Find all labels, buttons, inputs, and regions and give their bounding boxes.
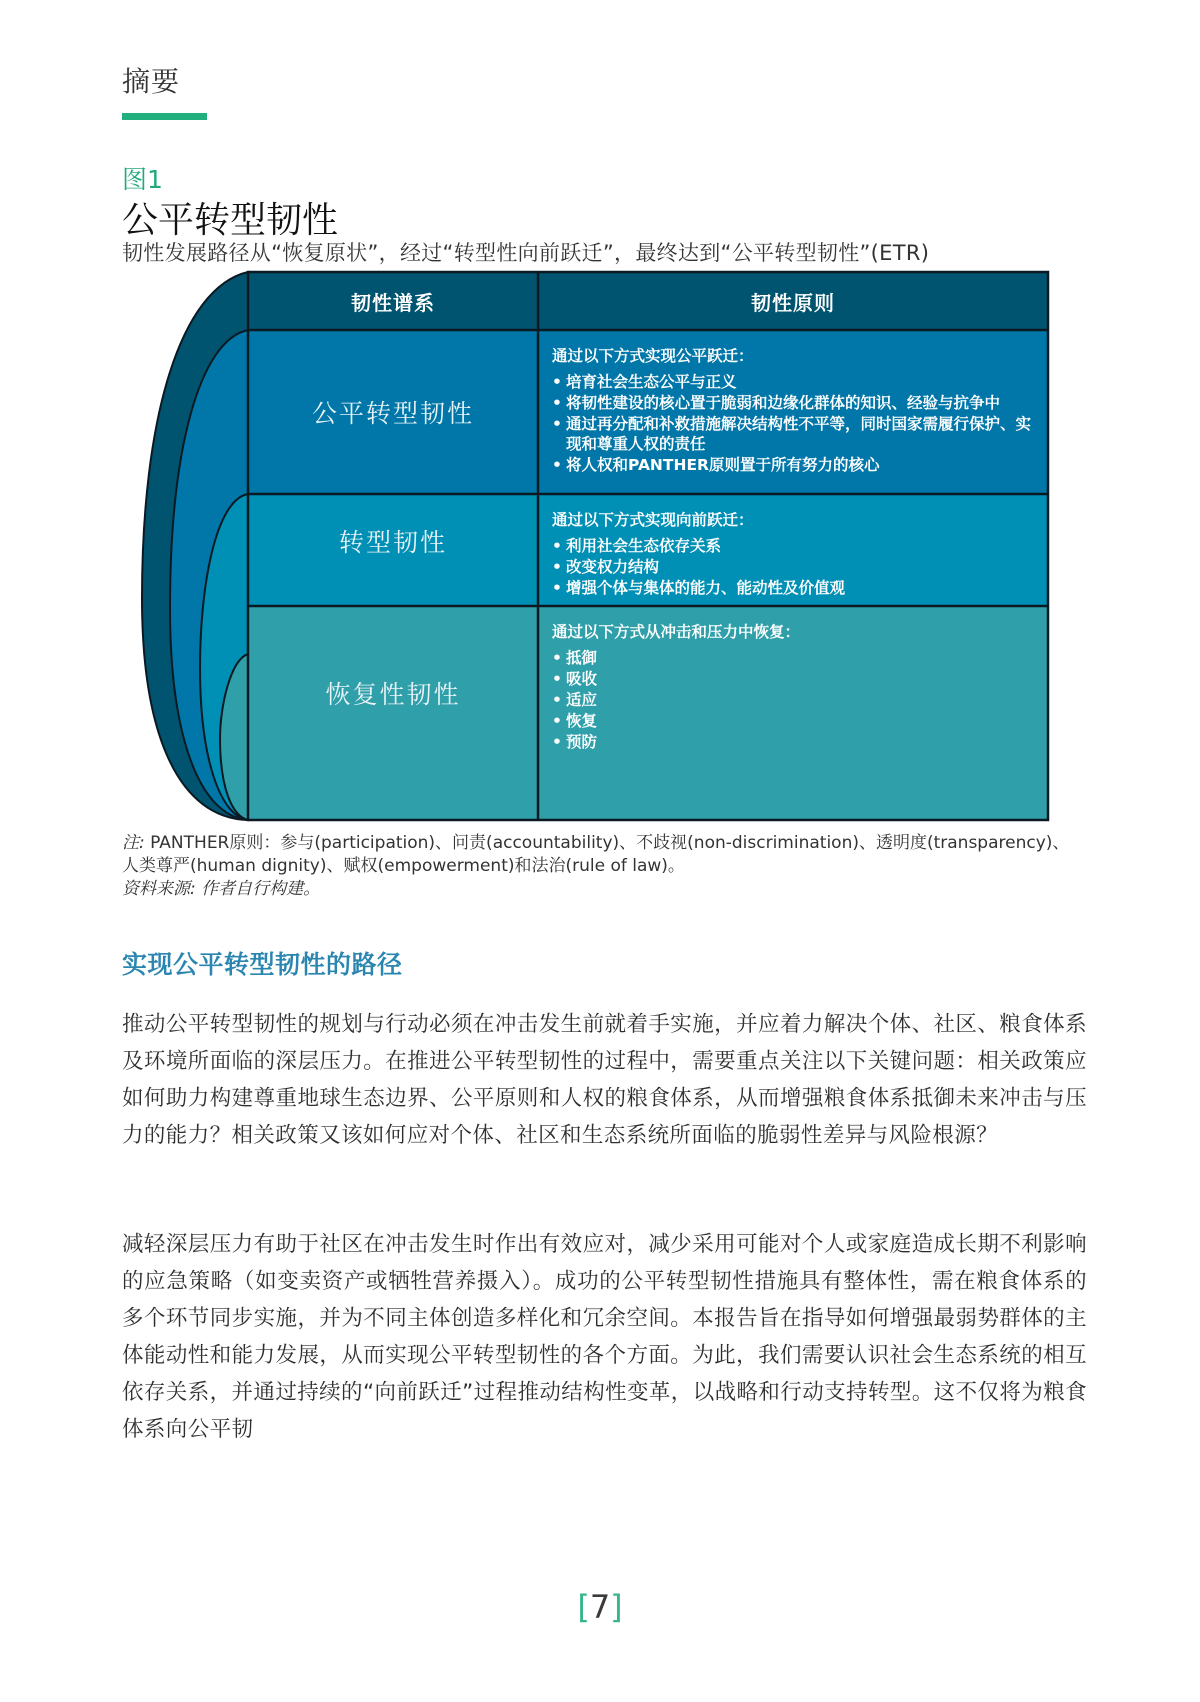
principles-cell-restorative: [538, 606, 1048, 820]
page-number-value: 7: [589, 1588, 611, 1626]
list-item: • 培育社会生态公平与正义: [552, 372, 1034, 392]
principles-cell-equitable-transformative: [538, 330, 1048, 494]
tier-label-transformative: 转型韧性: [338, 528, 447, 557]
section-heading: 实现公平转型韧性的路径: [122, 950, 403, 979]
source-text: 作者自行构建。: [195, 879, 321, 899]
figure-notes: [122, 832, 1082, 901]
list-item: • 适应: [552, 690, 1034, 710]
principles-list: [552, 648, 1034, 752]
list-item: • 预防: [552, 732, 1034, 752]
principles-lead: 通过以下方式实现向前跃迁：: [552, 511, 754, 529]
body-paragraph: 减轻深层压力有助于社区在冲击发生时作出有效应对，减少采用可能对个人或家庭造成长期不利影响的应急策略（如变卖资产或牺牲营养摄入）。成功的公平转型韧性措施具有整体性，需在粮食体系的多个环节同步实施，并为不同主体创造多样化和冗余空间。本报告旨在指导如何增强最弱势群体的主体能动性和能力发展，从而实现公平转型韧性的各个方面。为此，我们需要认识社会生态系统的相互依存关系，并通过持续的“向前跃迁”过程推动结构性变革，以战略和行动支持转型。这不仅将为粮食体系向公平韧: [122, 1232, 1087, 1442]
list-item: • 抵御: [552, 648, 1034, 668]
list-item: • 恢复: [552, 711, 1034, 731]
principles-list: [552, 372, 1034, 475]
list-item: • 吸收: [552, 669, 1034, 689]
section-label: 摘要: [122, 65, 181, 98]
section-accent-bar: [122, 113, 207, 120]
principles-lead: 通过以下方式从冲击和压力中恢复：: [552, 623, 801, 641]
note-label: 注:: [122, 833, 145, 853]
column-header-principles: 韧性原则: [751, 290, 835, 315]
resilience-diagram: [140, 268, 1060, 828]
list-item: • 将韧性建设的核心置于脆弱和边缘化群体的知识、经验与抗争中: [552, 393, 1034, 413]
tier-label-equitable-transformative: 公平转型韧性: [311, 399, 474, 428]
principles-lead: 通过以下方式实现公平跃迁：: [552, 347, 754, 365]
bracket-close: ]: [610, 1588, 623, 1626]
bracket-open: [: [577, 1588, 590, 1626]
page-number: [0, 1588, 1200, 1626]
figure-number: 图1: [122, 165, 163, 194]
principles-cell-transformative: [538, 494, 1048, 606]
figure-subtitle: 韧性发展路径从“恢复原状”，经过“转型性向前跃迁”，最终达到“公平转型韧性”(ETR): [122, 241, 930, 265]
column-header-spectrum: 韧性谱系: [351, 290, 435, 315]
tier-label-restorative: 恢复性韧性: [325, 680, 461, 709]
body-paragraph: 推动公平转型韧性的规划与行动必须在冲击发生前就着手实施，并应着力解决个体、社区、粮食体系及环境所面临的深层压力。在推进公平转型韧性的过程中，需要重点关注以下关键问题：相关政策应如何助力构建尊重地球生态边界、公平原则和人权的粮食体系，从而增强粮食体系抵御未来冲击与压力的能力？相关政策又该如何应对个体、社区和生态系统所面临的脆弱性差异与风险根源？: [122, 1012, 1087, 1148]
note-text: PANTHER原则：参与(participation)、问责(accountability)、不歧视(non-discrimination)、透明度(transparency)、人类尊严(human dignity)、赋权(empowerment)和法治(rule of law)。: [122, 833, 1070, 876]
principles-list: [552, 536, 1034, 598]
list-item: • 改变权力结构: [552, 557, 1034, 577]
list-item: • 增强个体与集体的能力、能动性及价值观: [552, 578, 1034, 598]
list-item: • 通过再分配和补救措施解决结构性不平等，同时国家需履行保护、实现和尊重人权的责任: [552, 414, 1034, 454]
source-line: [122, 878, 1082, 901]
figure-title: 公平转型韧性: [122, 200, 339, 241]
source-label: 资料来源:: [122, 879, 196, 899]
note-line: [122, 832, 1082, 878]
list-item: • 将人权和PANTHER原则置于所有努力的核心: [552, 455, 1034, 475]
list-item: • 利用社会生态依存关系: [552, 536, 1034, 556]
